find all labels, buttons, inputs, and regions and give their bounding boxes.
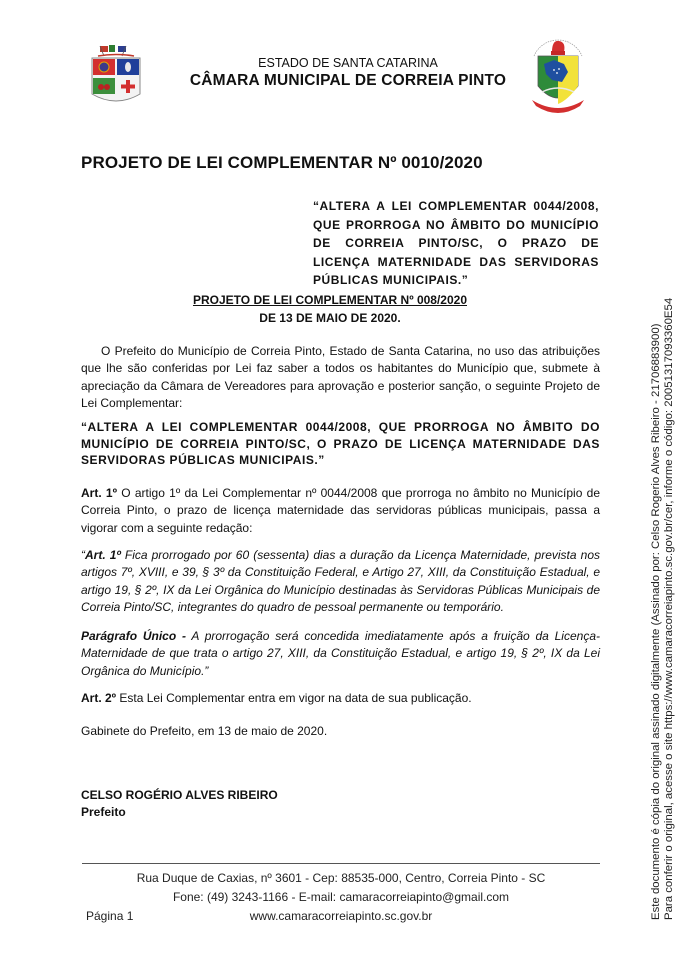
verification-line-1: Este documento é cópia do original assinado digitalmente (Assinado por: Celso Rogerio Alves Ribeiro - 21706883900): [650, 323, 662, 920]
paragrafo-unico-label: Parágrafo Único -: [81, 629, 186, 643]
crest-icon: [528, 34, 588, 118]
quoted-article-1: [81, 547, 600, 616]
quote-open: “: [81, 548, 85, 562]
page-number: Página 1: [86, 909, 134, 923]
footer-address: Rua Duque de Caxias, nº 3601 - Cep: 88535-000, Centro, Correia Pinto - SC: [136, 871, 546, 885]
article-1-label: Art. 1º: [81, 486, 117, 500]
article-2-label: Art. 2º: [81, 691, 117, 705]
signatory-name: CELSO ROGÉRIO ALVES RIBEIRO: [81, 788, 278, 802]
footer-contact: Fone: (49) 3243-1166 - E-mail: camaracorreiapinto@gmail.com: [172, 890, 510, 904]
quoted-article-1-text: Fica prorrogado por 60 (sessenta) dias a duração da Licença Maternidade, prevista nos artigos 7º, XVIII, e 39, § 3º da Constituição Federal, e Artigo 27, XIII, da Constituição Estadual, e artigo 19, § 2º, IX da Lei Orgânica do Município destinadas às Servidoras Públicas Municipais de Correia Pinto/SC, integrantes do quadro de pessoal permanente ou temporário.: [81, 548, 600, 614]
article-1: [81, 485, 600, 537]
subtitle-date: DE 13 DE MAIO DE 2020.: [259, 311, 401, 325]
header-organization: CÂMARA MUNICIPAL DE CORREIA PINTO: [189, 72, 507, 89]
paragrafo-unico: [81, 628, 600, 680]
legislative-crest-logo: [528, 34, 588, 118]
quoted-article-1-label: Art. 1º: [85, 548, 121, 562]
header-state: ESTADO DE SANTA CATARINA: [258, 56, 438, 70]
footer-divider: [82, 863, 600, 864]
ementa-repeat: “ALTERA A LEI COMPLEMENTAR 0044/2008, QUE PRORROGA NO ÂMBITO DO MUNICÍPIO DE CORREIA PINTO/SC, O PRAZO DE LICENÇA MATERNIDADE DAS SERVIDORAS PÚBLICAS MUNICIPAIS.”: [81, 420, 600, 467]
signatory-role: Prefeito: [81, 805, 126, 819]
article-2-text: Esta Lei Complementar entra em vigor na data de sua publicação.: [116, 691, 472, 705]
footer-website[interactable]: www.camaracorreiapinto.sc.gov.br: [249, 909, 433, 923]
digital-signature-notice: [650, 298, 676, 920]
closing-line: Gabinete do Prefeito, em 13 de maio de 2020.: [81, 724, 328, 738]
verification-line-2: Para conferir o original, acesse o site https://www.camaracorreiapinto.sc.gov.br/cer, informe o código: 20051317093360E54: [663, 297, 675, 920]
paragrafo-unico-text: A prorrogação será concedida imediatamente após a fruição da Licença-Maternidade de que trata o artigo 27, XIII, da Constituição Estadual, e artigo 19, § 2º, IX da Lei Orgânica do Município.”: [81, 629, 600, 678]
article-1-text: O artigo 1º da Lei Complementar nº 0044/2008 que prorroga no âmbito no Município de Correia Pinto, o prazo de licença maternidade das servidoras públicas municipais, passa a vigorar com a seguinte redação:: [81, 486, 600, 535]
document-title: PROJETO DE LEI COMPLEMENTAR Nº 0010/2020: [81, 153, 483, 172]
article-2: [81, 690, 600, 707]
subtitle-project-number: PROJETO DE LEI COMPLEMENTAR Nº 008/2020: [192, 293, 467, 307]
intro-paragraph: O Prefeito do Município de Correia Pinto, Estado de Santa Catarina, no uso das atribuições que lhe são conferidas por Lei faz saber a todos os habitantes do Município que, submete à apreciação da Câmara de Vereadores para aprovação e posterior sanção, o seguinte Projeto de Lei Complementar:: [81, 344, 600, 410]
ementa: “ALTERA A LEI COMPLEMENTAR 0044/2008, QUE PRORROGA NO ÂMBITO DO MUNICÍPIO DE CORREIA PINTO/SC, O PRAZO DE LICENÇA MATERNIDADE DAS SERVIDORAS PÚBLICAS MUNICIPAIS.”: [313, 199, 599, 287]
